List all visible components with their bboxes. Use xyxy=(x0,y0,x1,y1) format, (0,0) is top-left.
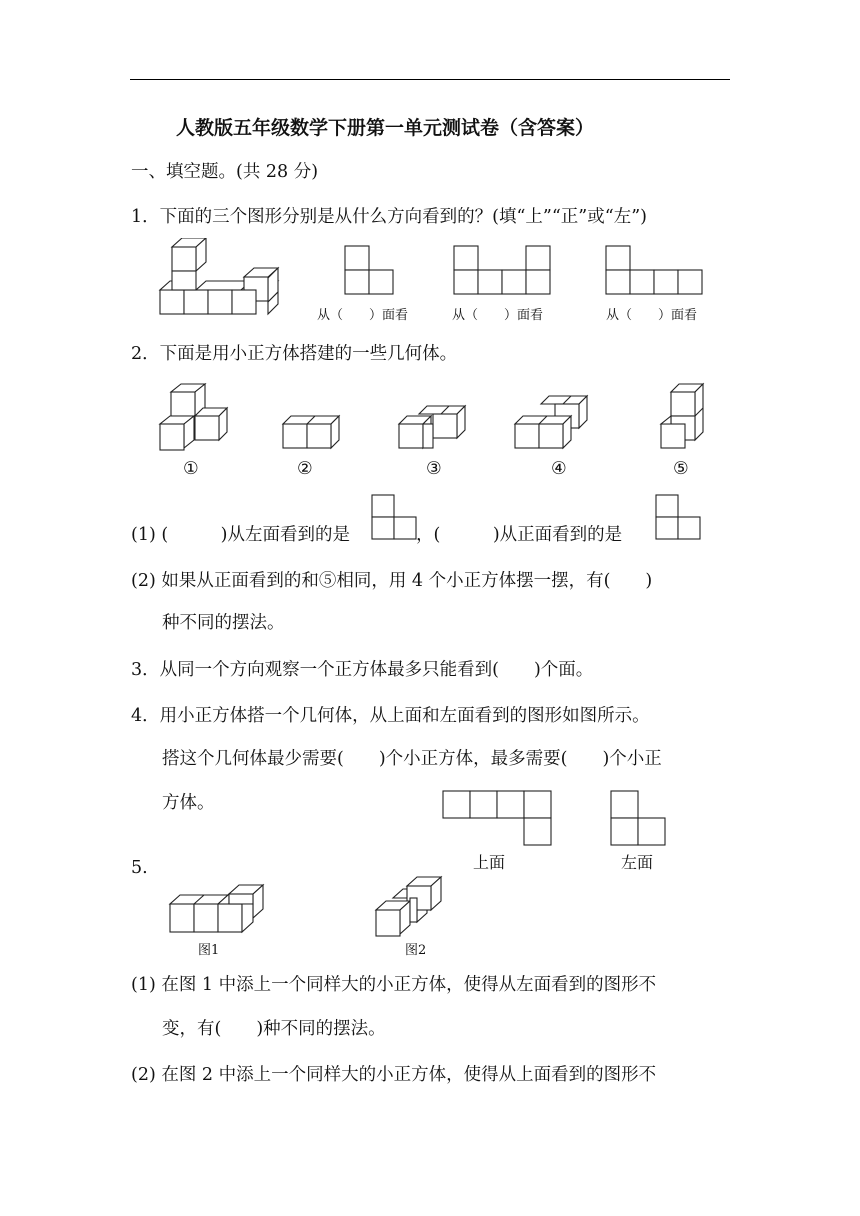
q4-left-view xyxy=(609,789,669,849)
question-4-line3: 方体。 xyxy=(162,793,215,813)
q2-sub2-line1: (2) 如果从正面看到的和⑤相同，用 4 个小正方体摆一摆，有( ) xyxy=(131,571,653,591)
q5-sub2-line1: (2) 在图 2 中添上一个同样大的小正方体，使得从上面看到的图形不 xyxy=(131,1065,657,1085)
q2-sub1-view-left xyxy=(371,494,419,542)
q5-figure-2 xyxy=(373,874,455,940)
q1-view-c xyxy=(604,244,706,296)
page-title: 人教版五年级数学下册第一单元测试卷（含答案） xyxy=(176,117,595,139)
q2-solid-3 xyxy=(397,404,469,454)
section-heading: 一、填空题。(共 28 分) xyxy=(131,162,319,182)
q1-solid-figure xyxy=(155,238,285,318)
q5-figure-1 xyxy=(167,882,267,938)
q5-caption-1: 图1 xyxy=(198,943,220,958)
q2-sub1-part-b: ，( )从正面看到的是 xyxy=(416,525,623,545)
question-5-number: 5. xyxy=(131,858,148,878)
question-4-line2: 搭这个几何体最少需要( )个小正方体，最多需要( )个小正 xyxy=(162,749,662,769)
q1-caption-b: 从（ ）面看 xyxy=(452,308,544,323)
q4-caption-left: 左面 xyxy=(621,853,654,872)
q1-caption-c: 从（ ）面看 xyxy=(606,308,698,323)
q2-sub1-view-front xyxy=(655,494,703,542)
question-4-line1: 4．用小正方体搭一个几何体，从上面和左面看到的图形如图所示。 xyxy=(131,706,650,726)
header-rule xyxy=(130,79,730,80)
q5-sub1-line2: 变，有( )种不同的摆法。 xyxy=(162,1019,386,1039)
question-3-text: 3．从同一个方向观察一个正方体最多只能看到( )个面。 xyxy=(131,660,594,680)
question-1-text: 1．下面的三个图形分别是从什么方向看到的？(填“上”“正”或“左”) xyxy=(131,207,647,227)
q1-caption-a: 从（ ）面看 xyxy=(317,308,409,323)
q2-label-5: ⑤ xyxy=(673,459,689,479)
q5-sub1-line1: (1) 在图 1 中添上一个同样大的小正方体，使得从左面看到的图形不 xyxy=(131,975,657,995)
q2-label-1: ① xyxy=(183,459,199,479)
q1-view-a xyxy=(343,244,399,296)
q1-view-b xyxy=(452,244,554,296)
q2-sub1-part-a: (1) ( )从左面看到的是 xyxy=(131,525,351,545)
question-2-text: 2．下面是用小正方体搭建的一些几何体。 xyxy=(131,344,458,364)
q4-top-view xyxy=(441,789,555,849)
q2-sub2-line2: 种不同的摆法。 xyxy=(162,613,285,633)
q2-solid-5 xyxy=(659,382,707,454)
q4-caption-top: 上面 xyxy=(473,853,506,872)
q2-label-4: ④ xyxy=(551,459,567,479)
q2-solid-1 xyxy=(157,382,229,454)
q2-solid-2 xyxy=(281,414,343,454)
q5-caption-2: 图2 xyxy=(405,943,427,958)
q2-label-3: ③ xyxy=(426,459,442,479)
q2-label-2: ② xyxy=(297,459,313,479)
q2-solid-4 xyxy=(513,394,593,454)
